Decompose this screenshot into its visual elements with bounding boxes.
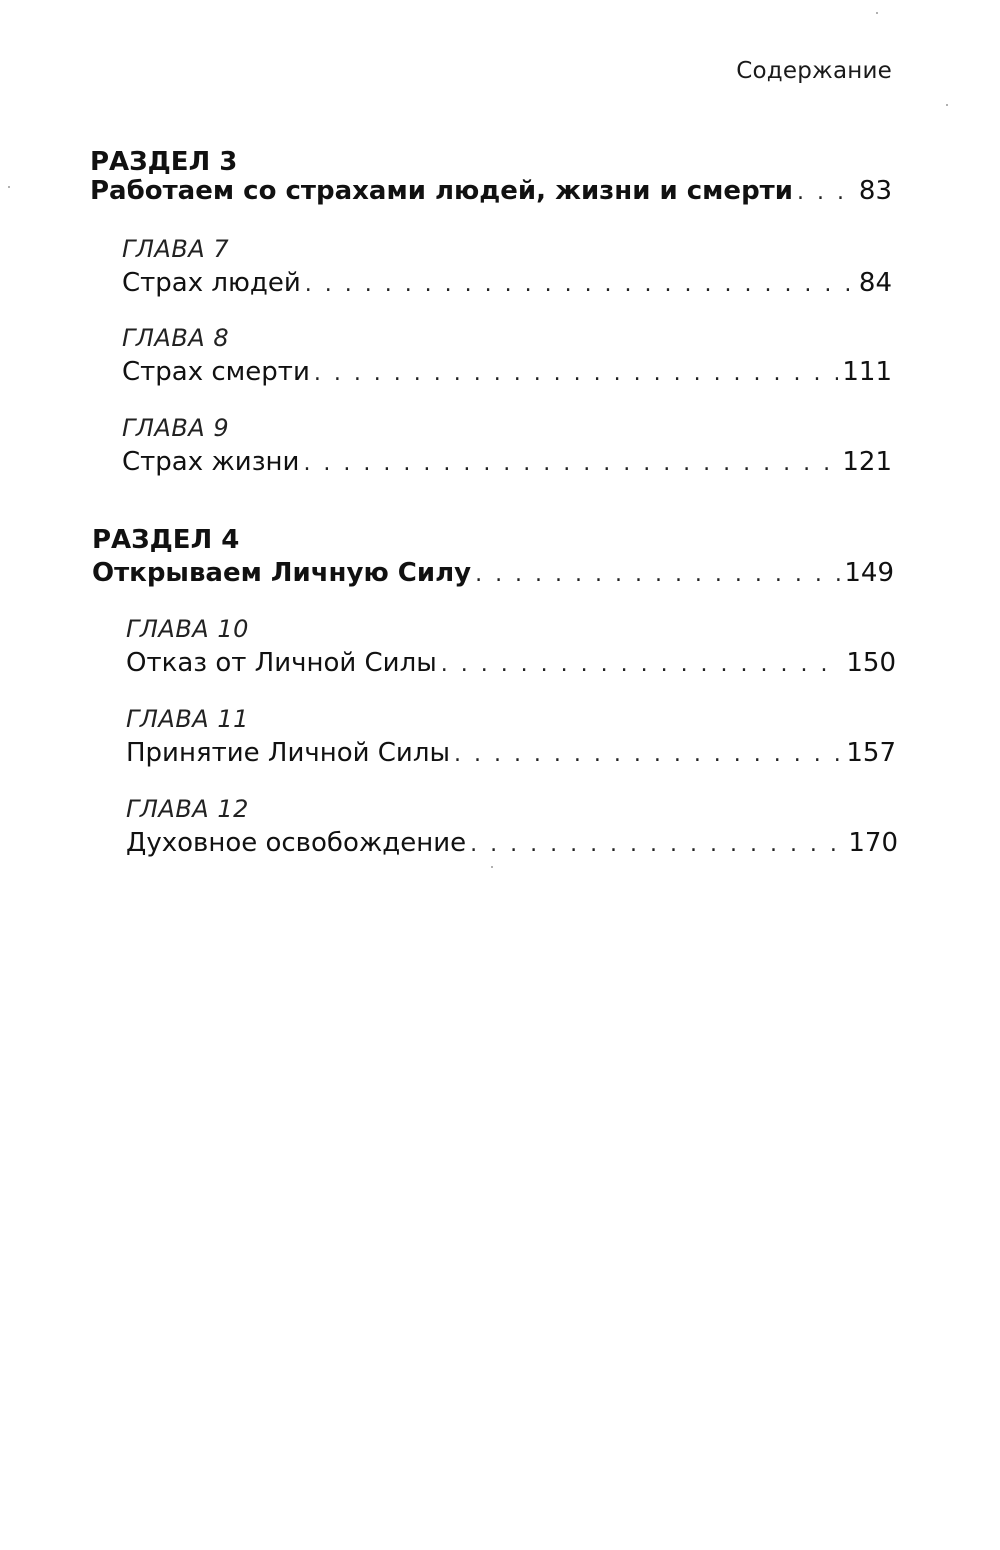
toc-page-number: 121 [842, 447, 892, 477]
scan-speck [8, 186, 10, 188]
toc-entry-title: Отказ от Личной Силы [126, 648, 437, 678]
toc-page-number: 170 [848, 828, 898, 858]
toc-entry-chapter[interactable] [126, 826, 898, 862]
toc-entry-chapter[interactable] [122, 266, 892, 302]
running-head: Содержание [736, 58, 892, 84]
dot-leader [475, 558, 840, 592]
toc-page-number: 111 [842, 357, 892, 387]
toc-entry-title: Принятие Личной Силы [126, 738, 450, 768]
toc-entry-chapter[interactable] [126, 736, 896, 772]
dot-leader [470, 828, 844, 862]
toc-entry-title: Страх смерти [122, 357, 310, 387]
toc-entry-chapter[interactable] [122, 445, 892, 481]
chapter-label: ГЛАВА 10 [126, 615, 249, 643]
dot-leader [314, 357, 839, 391]
dot-leader [305, 268, 855, 302]
toc-entry-title: Работаем со страхами людей, жизни и смерти [90, 176, 793, 206]
section-label: РАЗДЕЛ 3 [90, 147, 238, 177]
dot-leader [797, 176, 855, 210]
dot-leader [454, 738, 842, 772]
toc-page-number: 149 [844, 558, 894, 588]
chapter-label: ГЛАВА 11 [126, 705, 249, 733]
toc-page-number: 84 [858, 268, 892, 298]
dot-leader [303, 447, 838, 481]
toc-entry-chapter[interactable] [122, 355, 892, 391]
dot-leader [441, 648, 843, 682]
chapter-label: ГЛАВА 7 [122, 235, 230, 263]
toc-entry-title: Духовное освобождение [126, 828, 467, 858]
toc-entry-title: Открываем Личную Силу [92, 558, 472, 588]
scan-speck [946, 104, 948, 106]
toc-page-number: 150 [846, 648, 896, 678]
chapter-label: ГЛАВА 8 [122, 324, 230, 352]
toc-entry-section[interactable] [92, 556, 894, 592]
toc-entry-chapter[interactable] [126, 646, 896, 682]
toc-entry-title: Страх жизни [122, 447, 300, 477]
toc-entry-section[interactable] [90, 174, 892, 210]
toc-page-number: 83 [858, 176, 892, 206]
scan-speck [876, 12, 878, 14]
toc-entry-title: Страх людей [122, 268, 301, 298]
toc-page-number: 157 [846, 738, 896, 768]
section-label: РАЗДЕЛ 4 [92, 525, 240, 555]
scan-speck [491, 866, 493, 868]
chapter-label: ГЛАВА 12 [126, 795, 249, 823]
chapter-label: ГЛАВА 9 [122, 414, 230, 442]
